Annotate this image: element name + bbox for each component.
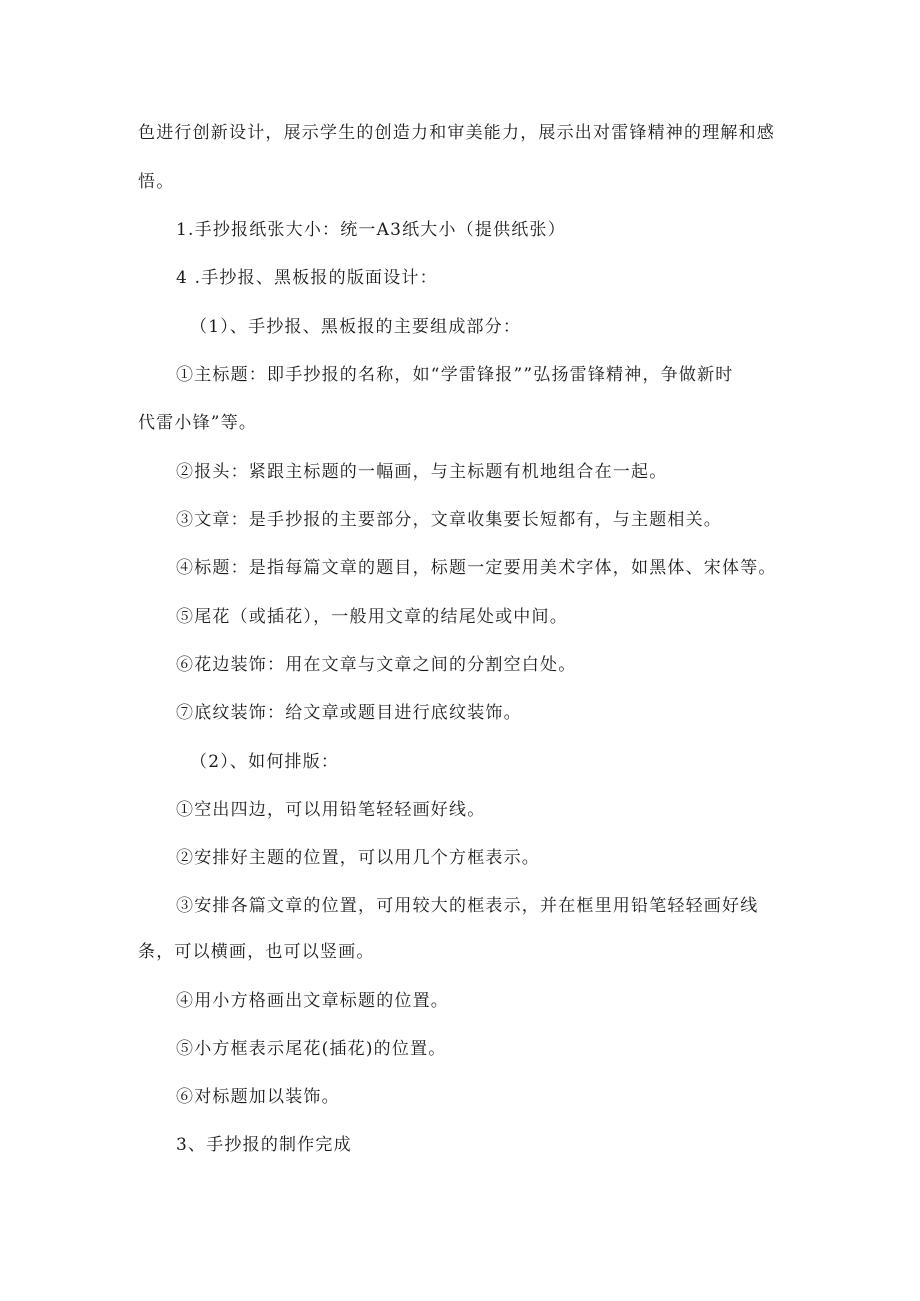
list-item: 1.手抄报纸张大小：统一A3纸大小（提供纸张） <box>176 220 566 240</box>
list-item: ②报头：紧跟主标题的一幅画，与主标题有机地组合在一起。 <box>176 462 668 482</box>
list-item: ⑤小方框表示尾花(插花)的位置。 <box>176 1039 447 1059</box>
list-item: ①空出四边，可以用铅笔轻轻画好线。 <box>176 800 486 820</box>
list-item-continuation: 条，可以横画，也可以竖画。 <box>138 942 375 962</box>
list-item: ④标题：是指每篇文章的题目，标题一定要用美术字体，如黑体、宋体等。 <box>176 558 777 578</box>
list-item: ⑥对标题加以装饰。 <box>176 1087 340 1107</box>
paragraph-line: 色进行创新设计，展示学生的创造力和审美能力，展示出对雷锋精神的理解和感 <box>138 123 775 143</box>
list-item: ③文章：是手抄报的主要部分，文章收集要长短都有，与主题相关。 <box>176 510 722 530</box>
subsection-heading: （1）、手抄报、黑板报的主要组成部分： <box>190 317 522 337</box>
list-item: ①主标题：即手抄报的名称，如“学雷锋报””弘扬雷锋精神，争做新时 <box>176 365 734 385</box>
subsection-heading: （2）、如何排版： <box>190 752 340 772</box>
section-heading: 3、手抄报的制作完成 <box>176 1135 352 1155</box>
list-item: ⑤尾花（或插花），一般用文章的结尾处或中间。 <box>176 607 568 627</box>
list-item: ⑦底纹装饰：给文章或题目进行底纹装饰。 <box>176 703 522 723</box>
list-item-continuation: 代雷小锋”等。 <box>138 413 258 433</box>
paragraph-line: 悟。 <box>138 172 175 192</box>
section-heading: 4 .手抄报、黑板报的版面设计： <box>176 268 438 288</box>
list-item: ②安排好主题的位置，可以用几个方框表示。 <box>176 848 540 868</box>
list-item: ④用小方格画出文章标题的位置。 <box>176 991 449 1011</box>
list-item: ③安排各篇文章的位置，可用较大的框表示，并在框里用铅笔轻轻画好线 <box>176 896 759 916</box>
list-item: ⑥花边装饰：用在文章与文章之间的分割空白处。 <box>176 655 577 675</box>
